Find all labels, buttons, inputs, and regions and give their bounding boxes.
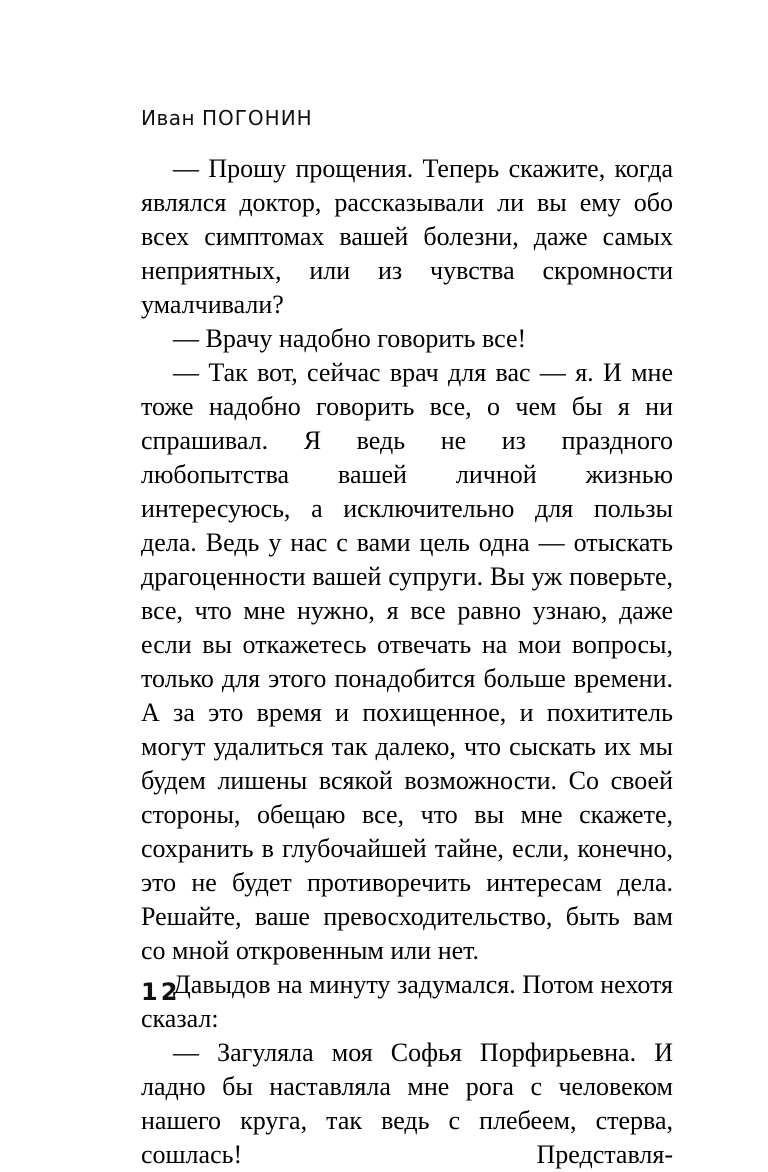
body-text bbox=[141, 152, 673, 1172]
author-first-name: Иван bbox=[141, 106, 196, 130]
running-header bbox=[141, 106, 313, 130]
paragraph-continued: — Загуляла моя Софья Порфирьевна. И ладно бы наставляла мне рога с человеком нашего круга, так ведь с плебеем, стерва, сошлась! Представля- bbox=[141, 1038, 673, 1169]
paragraph: Давыдов на минуту задумался. Потом нехотя сказал: bbox=[141, 970, 673, 1033]
author-last-name: ПОГОНИН bbox=[201, 106, 313, 130]
paragraph: — Врачу надобно говорить все! bbox=[173, 324, 527, 353]
paragraph: — Так вот, сейчас врач для вас — я. И мне тоже надобно говорить все, о чем бы я ни спрашивал. Я ведь не из праздного любопытства вашей личной жизнью интересуюсь, а исключительно для пользы дела. Ведь у нас с вами цель одна — отыскать драгоценности вашей супруги. Вы уж поверьте, все, что мне нужно, я все равно узнаю, даже если вы откажетесь отвечать на мои вопросы, только для этого понадобится больше времени. А за это время и похищенное, и похититель могут удалиться так далеко, что сыскать их мы будем лишены всякой возможности. Со своей стороны, обещаю все, что вы мне скажете, сохранить в глубочайшей тайне, если, конечно, это не будет противоречить интересам дела. Решайте, ваше превосходительство, быть вам со мной откровенным или нет. bbox=[141, 358, 673, 965]
paragraph: — Прошу прощения. Теперь скажите, когда являлся доктор, рассказывали ли вы ему обо всех симптомах вашей болезни, даже самых неприятных, или из чувства скромности умалчивали? bbox=[141, 154, 673, 319]
page-number: 12 bbox=[141, 978, 181, 1006]
